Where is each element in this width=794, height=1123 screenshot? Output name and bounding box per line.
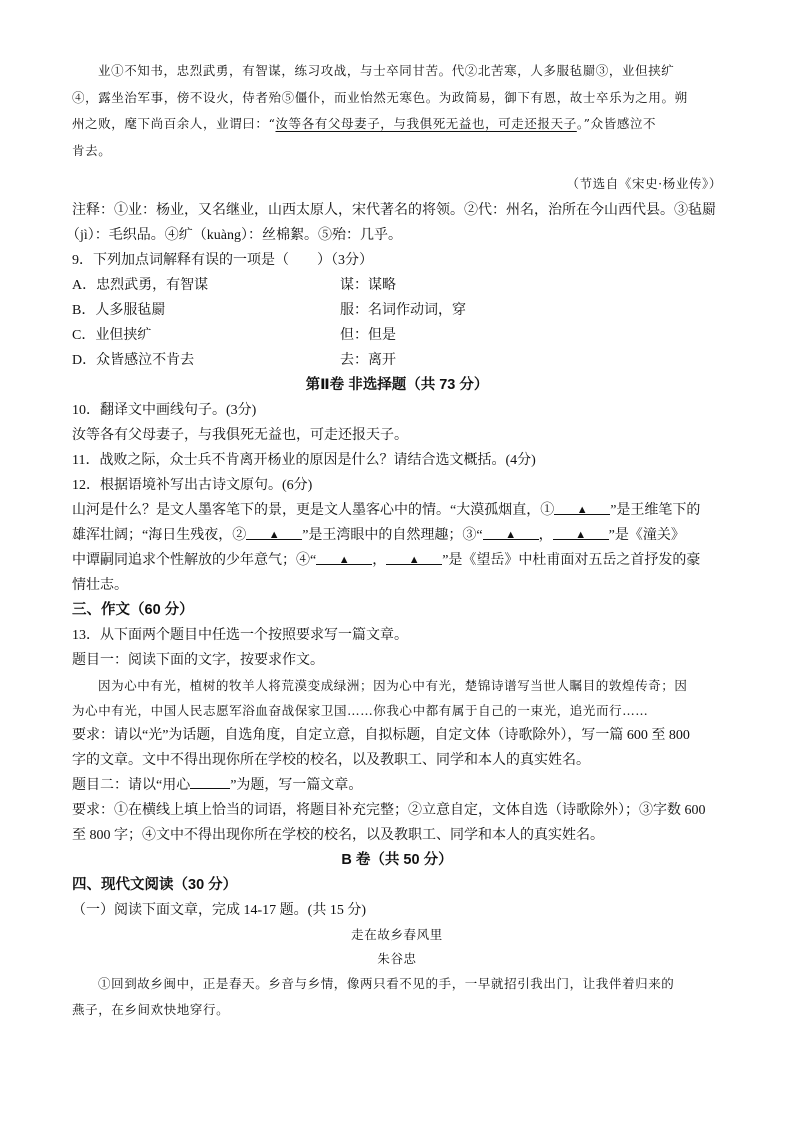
article-author: 朱谷忠 xyxy=(377,950,417,966)
answer-blank-1[interactable]: ▲ xyxy=(554,498,610,515)
note-line: 注释：①业：杨业，又名继业，山西太原人，宋代著名的将领。②代：州名，治所在今山西代县。③毡罽 xyxy=(72,202,716,218)
answer-blank-3b[interactable]: ▲ xyxy=(553,523,609,540)
answer-blank-4a[interactable]: ▲ xyxy=(316,548,372,565)
section-4-title: 四、现代文阅读（30 分） xyxy=(72,876,238,893)
fill-line: 雄浑壮阔；“海日生残夜，② ▲ ”是王湾眼中的自然理趣；③“ ▲ ， ▲ ”是《潼关》 xyxy=(72,523,722,548)
topic-1-req: 字的文章。文中不得出现你所在学校的校名，以及教职工、同学和本人的真实姓名。 xyxy=(72,752,590,768)
passage-line: 业①不知书，忠烈武勇，有智谋，练习攻战，与士卒同甘苦。代②北苦寒，人多服毡罽③，业但挟纩 xyxy=(98,63,675,78)
part-2-title: 第Ⅱ卷 非选择题（共 73 分） xyxy=(305,376,489,393)
note-line: （jì）：毛织品。④纩（kuàng）：丝棉絮。⑤殆：几乎。 xyxy=(66,227,402,243)
topic-1-material: 因为心中有光，植树的牧羊人将荒漠变成绿洲；因为心中有光，楚锦诗谱写当世人瞩目的敦煌传奇；因 为心中有光，中国人民志愿军浴血奋战保家卫国……你我心中都有属于自己的一束光，追光而行…… xyxy=(72,677,688,718)
answer-blank-2[interactable]: ▲ xyxy=(246,523,302,540)
topic-requirements xyxy=(72,723,722,848)
topic-2-req: 至 800 字；④文中不得出现你所在学校的校名，以及教职工、同学和本人的真实姓名。 xyxy=(72,827,604,843)
fill-line: 情壮志。 xyxy=(72,577,128,593)
option-c: C．业但挟纩 但：但是 xyxy=(72,327,396,343)
topic-2-req: 要求：①在横线上填上恰当的词语，将题目补充完整；②立意自定，文体自选（诗歌除外）；③字数 600 xyxy=(72,802,706,818)
reading-intro xyxy=(72,898,722,923)
fill-line: 山河是什么？是文人墨客笔下的景，更是文人墨客心中的情。“大漠孤烟直，① ▲ ”是王维笔下的 xyxy=(72,498,722,523)
question-stem: 13．从下面两个题目中任选一个按照要求写一篇文章。 xyxy=(72,627,408,643)
section-3-title: 三、作文（60 分） xyxy=(72,601,194,618)
passage-line: ④，露坐治军事，傍不设火，侍者殆⑤僵仆，而业怡然无寒色。为政简易，御下有恩，故士卒乐为之用。朔 xyxy=(72,89,688,105)
question-stem: 11．战败之际，众士兵不肯离开杨业的原因是什么？请结合选文概括。(4分) xyxy=(72,452,536,468)
topic-2-title: 题目二：请以“用心 ”为题，写一篇文章。 xyxy=(72,773,722,798)
topic-1-req: 要求：请以“光”为话题，自选角度，自定立意，自拟标题，自定文体（诗歌除外），写一篇 600 至 800 xyxy=(72,727,690,743)
question-13 xyxy=(72,623,722,673)
part-b-title: B 卷（共 50 分） xyxy=(341,851,453,868)
topic-1-title: 题目一：阅读下面的文字，按要求作文。 xyxy=(72,652,324,668)
fill-line: 中谭嗣同追求个性解放的少年意气；④“ ▲ ， ▲ ”是《望岳》中杜甫面对五岳之首抒发的豪 xyxy=(72,548,722,573)
option-a: A．忠烈武勇，有智谋 谋：谋略 xyxy=(72,277,396,293)
answer-blank-3a[interactable]: ▲ xyxy=(483,523,539,540)
question-stem: 9．下列加点词解释有误的一项是（ ）（3分） xyxy=(72,252,373,268)
question-9 xyxy=(72,248,722,373)
answer-blank-4b[interactable]: ▲ xyxy=(386,548,442,565)
passage-line: 肯去。 xyxy=(72,142,112,158)
passage-line: 州之败，麾下尚百余人，业谓曰：“汝等各有父母妻子，与我俱死无益也，可走还报天子。”众皆感泣不 xyxy=(72,116,657,131)
article-title: 走在故乡春风里 xyxy=(351,926,443,942)
passage-source: （节选自《宋史·杨业传》） xyxy=(566,176,722,191)
sub-section-title: （一）阅读下面文章，完成 14-17 题。(共 15 分) xyxy=(72,902,366,918)
underlined-sentence: 汝等各有父母妻子，与我俱死无益也，可走还报天子 xyxy=(275,116,577,131)
question-stem: 12．根据语境补写出古诗文原句。(6分) xyxy=(72,477,313,493)
question-11 xyxy=(72,448,722,473)
translation-sentence: 汝等各有父母妻子，与我俱死无益也，可走还报天子。 xyxy=(72,427,408,443)
classical-passage xyxy=(72,58,722,198)
title-blank[interactable] xyxy=(190,774,230,789)
question-stem: 10．翻译文中画线句子。(3分) xyxy=(72,402,257,418)
exam-page xyxy=(66,56,722,1024)
option-b: B．人多服毡罽 服：名词作动词，穿 xyxy=(72,302,466,318)
article-paragraph-1: ①回到故乡闽中，正是春天。乡音与乡情，像两只看不见的手，一早就招引我出门，让我伴着归来的 燕子，在乡间欢快地穿行。 xyxy=(72,975,675,1017)
annotations xyxy=(66,198,722,248)
question-10 xyxy=(72,398,722,448)
question-12 xyxy=(72,473,722,598)
option-d: D．众皆感泣不肯去 去：离开 xyxy=(72,352,396,368)
